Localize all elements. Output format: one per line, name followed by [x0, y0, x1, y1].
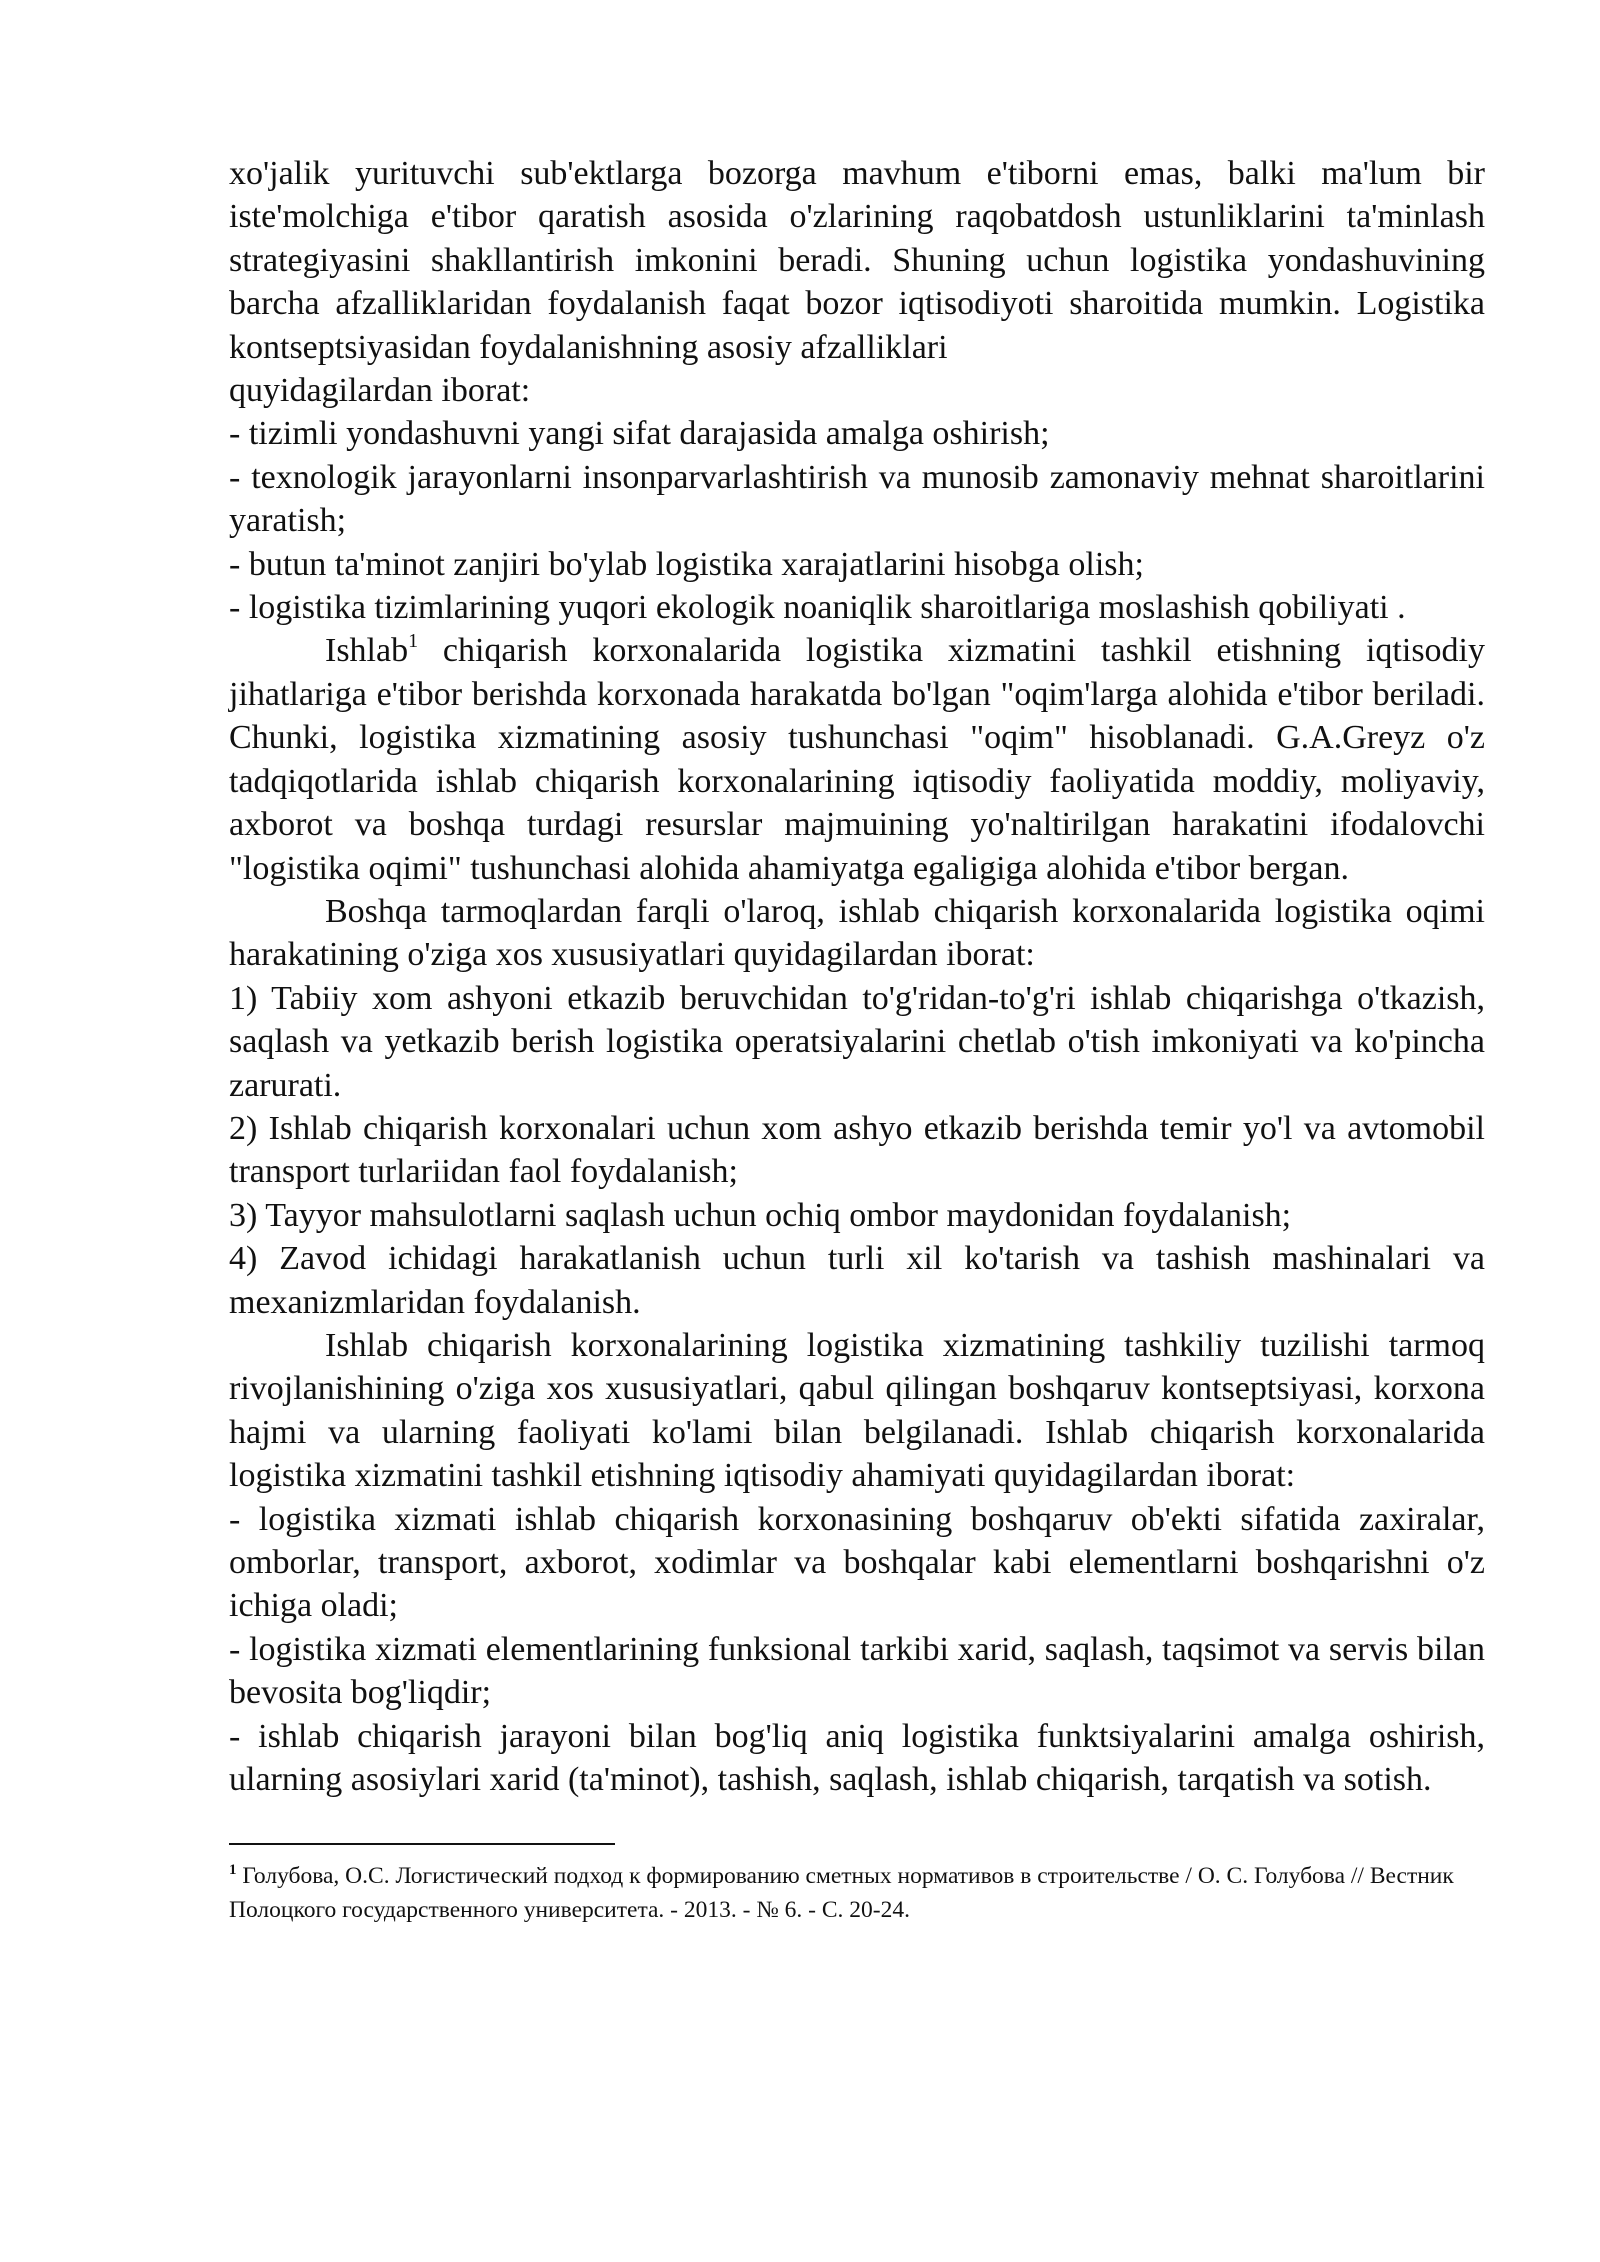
footnote-text: Голубова, О.С. Логистический подход к формированию сметных нормативов в строительстве / О. С. Голубова // Вестник Полоцкого государственного университета. - 2013. - № 6. - С. 20-24.: [229, 1862, 1454, 1923]
list-item: - ishlab chiqarish jarayoni bilan bog'liq aniq logistika funktsiyalarini amalga oshirish, ularning asosiylari xarid (ta'minot), tashish, saqlash, ishlab chiqarish, tarqatish va sotish.: [229, 1717, 1485, 1799]
footnote-separator: [229, 1843, 615, 1845]
footnote-marker: 1: [229, 1861, 237, 1878]
footnote: [229, 1859, 1485, 1927]
document-page: [229, 152, 1485, 1927]
paragraph: Boshqa tarmoqlardan farqli o'laroq, ishlab chiqarish korxonalarida logistika oqimi harakatining o'ziga xos xususiyatlari quyidagilardan iborat:: [229, 892, 1485, 974]
paragraph: xo'jalik yurituvchi sub'ektlarga bozorga mavhum e'tiborni emas, balki ma'lum bir iste'molchiga e'tibor qaratish asosida o'zlarining raqobatdosh ustunliklarini ta'minlash strategiyasini shakllantirish imkonini beradi. Shuning uchun logistika yondashuvining barcha afzalliklaridan foydalanish faqat bozor iqtisodiyoti sharoitida mumkin. Logistika kontseptsiyasidan foydalanishning asosiy afzalliklari: [229, 155, 1485, 366]
paragraph-rest: chiqarish korxonalarida logistika xizmatini tashkil etishning iqtisodiy jihatlariga e'tibor berishda korxonada harakatda bo'lgan "oqim'larga alohida e'tibor beriladi. Chunki, logistika xizmatining asosiy tushunchasi "oqim" hisoblanadi. G.A.Greyz o'z tadqiqotlarida ishlab chiqarish korxonalarining iqtisodiy faoliyatida moddiy, moliyaviy, axborot va boshqa turdagi resurslar majmuining yo'naltirilgan harakatini ifodalovchi "logistika oqimi" tushunchasi alohida ahamiyatga egaligiga alohida e'tibor bergan.: [229, 632, 1485, 887]
list-item: - texnologik jarayonlarni insonparvarlashtirish va munosib zamonaviy mehnat sharoitlarini yaratish;: [229, 458, 1485, 540]
footnote-reference[interactable]: 1: [408, 630, 419, 653]
list-item: - tizimli yondashuvni yangi sifat darajasida amalga oshirish;: [229, 415, 1050, 453]
paragraph: quyidagilardan iborat:: [229, 372, 531, 410]
list-item: - butun ta'minot zanjiri bo'ylab logistika xarajatlarini hisobga olish;: [229, 545, 1144, 583]
document-body: [229, 152, 1485, 1801]
list-item: 4) Zavod ichidagi harakatlanish uchun turli xil ko'tarish va tashish mashinalari va mexanizmlaridan foydalanish.: [229, 1240, 1485, 1321]
list-item: - logistika tizimlarining yuqori ekologik noaniqlik sharoitlariga moslashish qobiliyati .: [229, 589, 1406, 627]
paragraph: Ishlab chiqarish korxonalarining logistika xizmatining tashkiliy tuzilishi tarmoq rivojlanishining o'ziga xos xususiyatlari, qabul qilingan boshqaruv kontseptsiyasi, korxona hajmi va ularning faoliyati ko'lami bilan belgilanadi. Ishlab chiqarish korxonalarida logistika xizmatini tashkil etishning iqtisodiy ahamiyati quyidagilardan iborat:: [229, 1326, 1485, 1495]
paragraph-with-footnote: [229, 629, 1485, 889]
list-item: 2) Ishlab chiqarish korxonalari uchun xom ashyo etkazib berishda temir yo'l va avtomobil transport turlariidan faol foydalanish;: [229, 1109, 1485, 1191]
list-item: 3) Tayyor mahsulotlarni saqlash uchun ochiq ombor maydonidan foydalanish;: [229, 1196, 1292, 1234]
list-item: 1) Tabiiy xom ashyoni etkazib beruvchidan to'g'ridan-to'g'ri ishlab chiqarishga o'tkazish, saqlash va yetkazib berish logistika operatsiyalarini chetlab o'tish imkoniyati va ko'pincha zarurati.: [229, 979, 1485, 1104]
list-item: - logistika xizmati elementlarining funksional tarkibi xarid, saqlash, taqsimot va servis bilan bevosita bog'liqdir;: [229, 1630, 1485, 1712]
list-item: - logistika xizmati ishlab chiqarish korxonasining boshqaruv ob'ekti sifatida zaxiralar, omborlar, transport, axborot, xodimlar va boshqalar kabi elementlarni boshqarishni o'z ichiga oladi;: [229, 1500, 1485, 1625]
paragraph-start: Ishlab: [325, 632, 409, 670]
